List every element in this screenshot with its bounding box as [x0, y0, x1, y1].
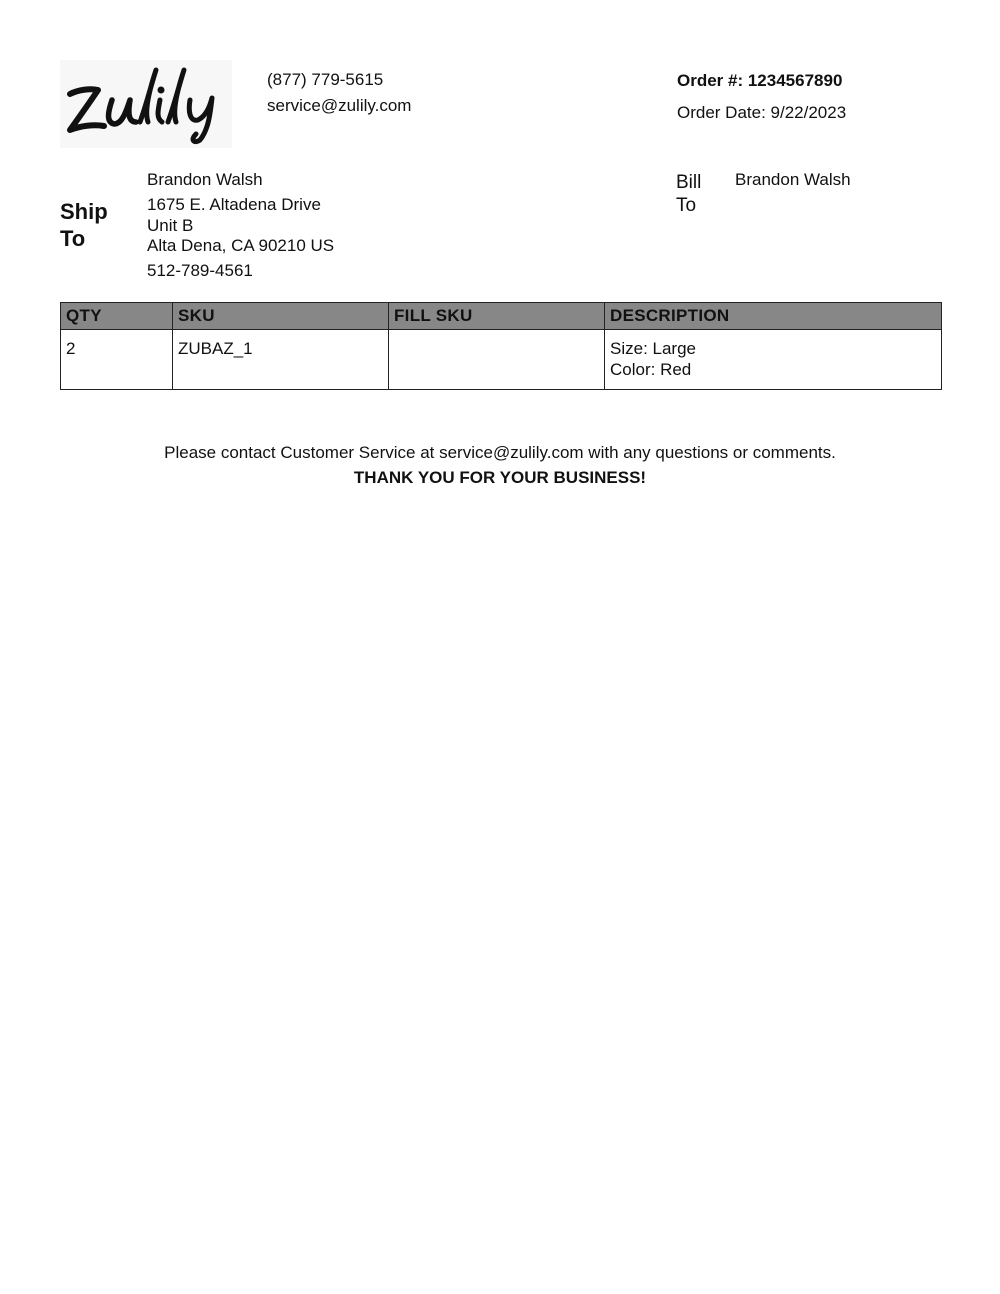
header-qty: QTY: [61, 303, 173, 330]
cell-qty: 2: [61, 330, 173, 390]
ship-to-address-line2: Unit B: [147, 216, 194, 235]
cell-fill-sku: [389, 330, 605, 390]
ship-to-label-line1: Ship: [60, 199, 108, 224]
bill-to-label: [676, 171, 701, 217]
table-header-row: [61, 303, 942, 330]
cell-description: [605, 330, 942, 390]
cell-sku: ZUBAZ_1: [173, 330, 389, 390]
footer-thanks: THANK YOU FOR YOUR BUSINESS!: [353, 468, 647, 487]
bill-to-label-line2: To: [676, 195, 697, 216]
table-row: [61, 330, 942, 390]
contact-phone: (877) 779-5615: [267, 70, 384, 89]
ship-to-city-line: Alta Dena, CA 90210 US: [147, 236, 335, 255]
description-size: Size: Large: [610, 339, 696, 358]
ship-to-label: [60, 198, 108, 252]
ship-to-address-line1: 1675 E. Altadena Drive: [147, 195, 321, 214]
description-color: Color: Red: [610, 360, 692, 379]
order-date: Order Date: 9/22/2023: [677, 103, 847, 122]
zulily-logo: [60, 60, 232, 148]
header-fill-sku: FILL SKU: [389, 303, 605, 330]
header-sku: SKU: [173, 303, 389, 330]
contact-email: service@zulily.com: [267, 96, 412, 115]
ship-to-label-line2: To: [60, 226, 86, 251]
order-number: Order #: 1234567890: [677, 71, 843, 90]
footer-message: Please contact Customer Service at service@zulily.com with any questions or comments.: [164, 443, 836, 462]
items-table: [60, 302, 942, 390]
bill-to-name: Brandon Walsh: [735, 170, 851, 189]
header-description: DESCRIPTION: [605, 303, 942, 330]
bill-to-label-line1: Bill: [676, 172, 702, 193]
ship-to-phone: 512-789-4561: [147, 261, 253, 280]
ship-to-name: Brandon Walsh: [147, 170, 263, 189]
